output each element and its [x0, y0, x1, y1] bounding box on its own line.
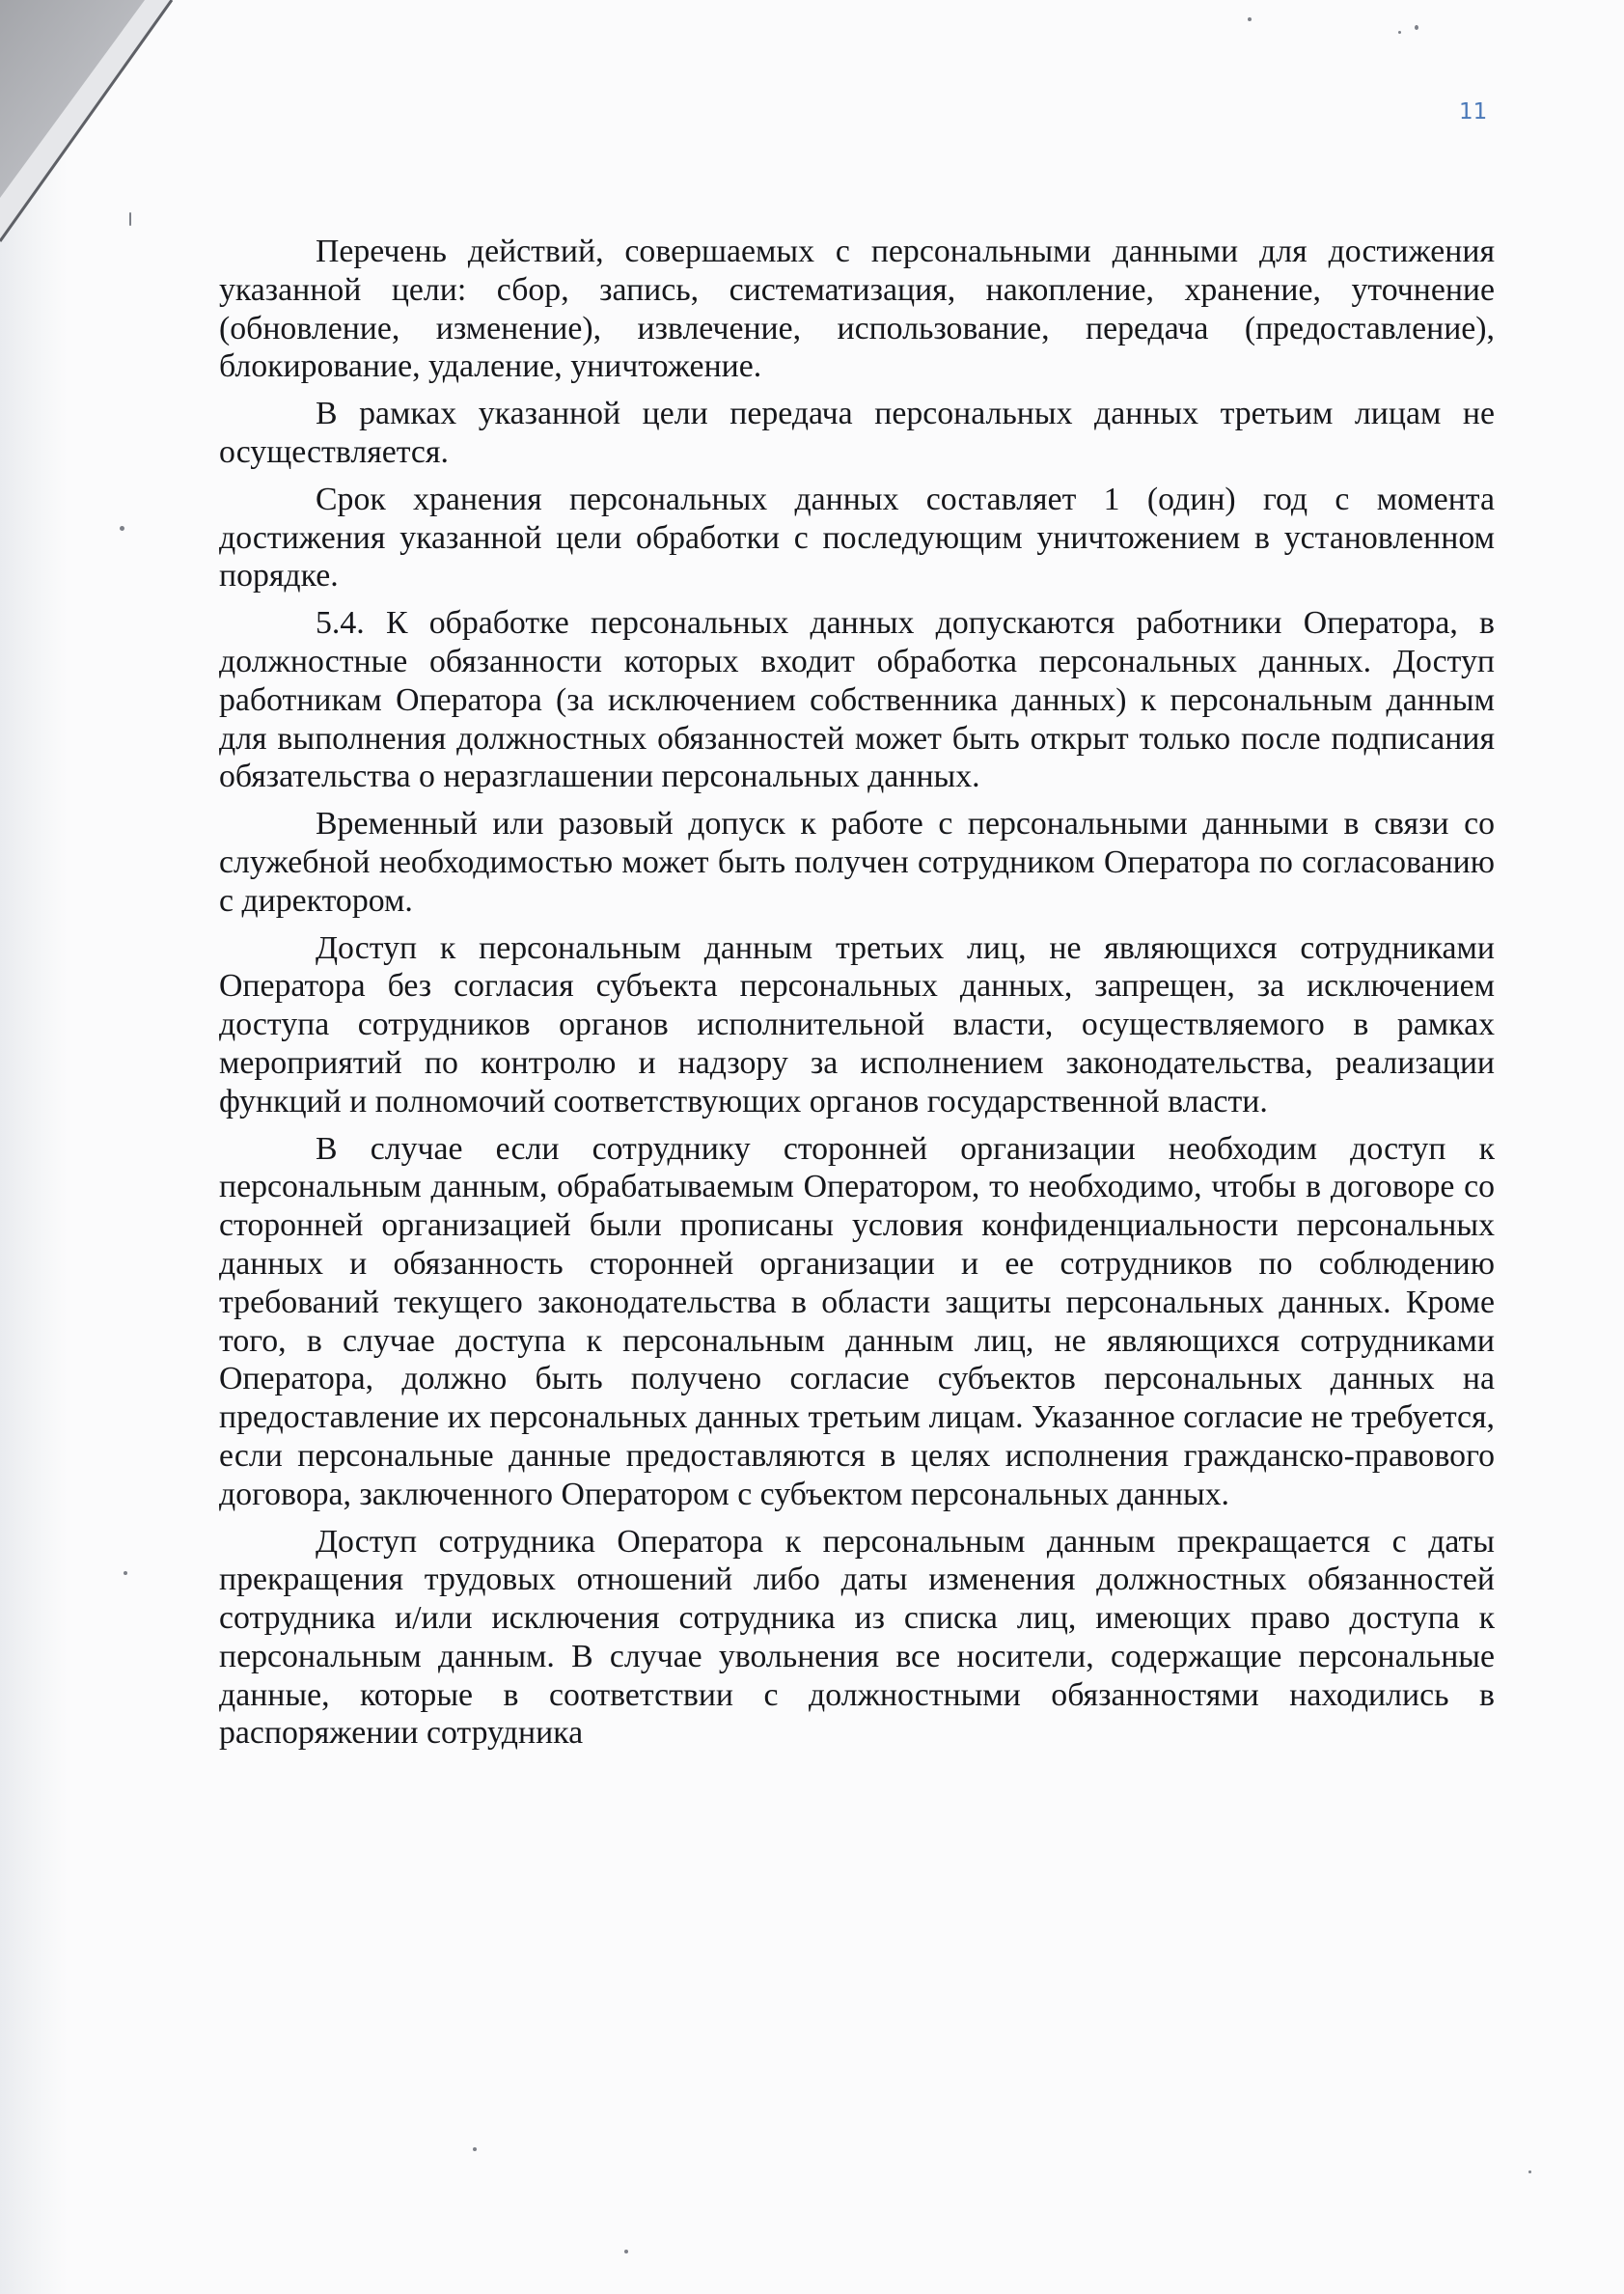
- paragraph: Доступ к персональным данным третьих лиц, не являющихся сотрудниками Оператора без согласия субъекта персональных данных, запрещен, за исключением доступа сотрудников органов исполнительной власти, осуществляемого в рамках мероприятий по контролю и надзору за исполнением законодательства, реализации функций и полномочий соответствующих органов государственной власти.: [219, 929, 1495, 1119]
- scan-speck: [473, 2147, 477, 2151]
- paragraph: В рамках указанной цели передача персональных данных третьим лицам не осуществляется.: [219, 396, 1495, 470]
- paragraph: В случае если сотруднику сторонней организации необходим доступ к персональным данным, обрабатываемым Оператором, то необходимо, чтобы в договоре со сторонней организацией были прописаны условия конфиденциальности персональных данных и обязанность сторонней организации и ее сотрудников по соблюдению требований текущего законодательства в области защиты персональных данных. Кроме того, в случае доступа к персональным данным лиц, не являющихся сотрудниками Оператора, должно быть получено согласие субъектов персональных данных на предоставление их персональных данных третьим лицам. Указанное согласие не требуется, если персональные данные предоставляются в целях исполнения гражданско-правового договора, заключенного Оператором с субъектом персональных данных.: [219, 1130, 1495, 1512]
- paragraph: Срок хранения персональных данных составляет 1 (один) год с момента достижения указанной цели обработки с последующим уничтожением в установленном порядке.: [219, 481, 1495, 594]
- page-number: 11: [1459, 99, 1488, 124]
- paragraph: Временный или разовый допуск к работе с персональными данными в связи со служебной необходимостью может быть получен сотрудником Оператора по согласованию с директором.: [219, 806, 1495, 919]
- document-body: [219, 233, 1495, 1761]
- paragraph: Перечень действий, совершаемых с персональными данными для достижения указанной цели: сбор, запись, систематизация, накопление, хранение, уточнение (обновление, изменение), извлечение, использование, передача (предоставление), блокирование, удаление, уничтожение.: [219, 234, 1495, 385]
- scan-speck: [624, 2250, 628, 2253]
- scan-edge-shadow: [0, 0, 68, 2294]
- scan-speck: [120, 526, 124, 531]
- scan-speck: [1415, 25, 1418, 30]
- paragraph: 5.4. К обработке персональных данных допускаются работники Оператора, в должностные обязанности которых входит обработка персональных данных. Доступ работникам Оператора (за исключением собственника данных) к персональным данным для выполнения должностных обязанностей может быть открыт только после подписания обязательства о неразглашении персональных данных.: [219, 605, 1495, 795]
- scan-speck: [1248, 17, 1252, 21]
- paragraph: Доступ сотрудника Оператора к персональным данным прекращается с даты прекращения трудовых отношений либо даты изменения должностных обязанностей сотрудника и/или исключения сотрудника из списка лиц, имеющих право доступа к персональным данным. В случае увольнения все носители, содержащие персональные данные, которые в соответствии с должностными обязанностями находились в распоряжении сотрудника: [219, 1523, 1495, 1752]
- scan-speck: [124, 1571, 127, 1575]
- scan-speck: [129, 212, 131, 226]
- scan-speck: [1398, 31, 1401, 34]
- scan-speck: [1528, 2170, 1531, 2173]
- folded-corner-shadow: [0, 0, 193, 251]
